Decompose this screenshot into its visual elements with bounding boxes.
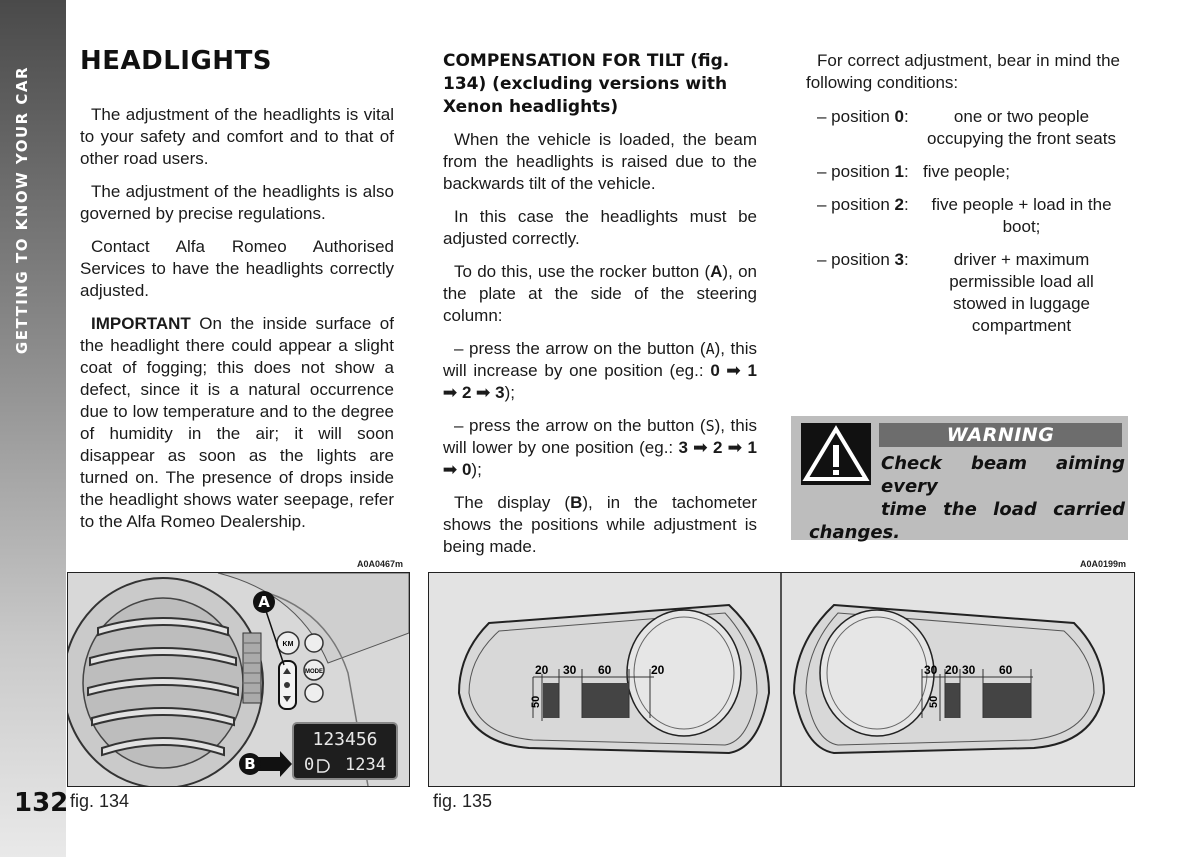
position-description: one or two people occupying the front seats [926, 107, 1116, 148]
figure-caption: fig. 134 [70, 791, 130, 811]
label-b: B [244, 755, 256, 773]
display-odometer: 123456 [312, 729, 378, 750]
column-compensation [443, 50, 757, 569]
paragraph: Contact Alfa Romeo Authorised Services to have the headlights correctly adjusted. [80, 237, 394, 300]
position-number: 1 [894, 162, 904, 181]
dim-label: 30 [924, 663, 938, 677]
figure-code: A0A0199m [1080, 559, 1127, 569]
warning-line: Check beam aiming every [881, 453, 1125, 497]
paragraph: For correct adjustment, bear in mind the following conditions: [806, 51, 1120, 92]
label-a: A [258, 593, 270, 611]
warning-box [791, 416, 1128, 543]
dim-label: 60 [598, 663, 612, 677]
dim-label: 30 [563, 663, 577, 677]
text: – position [817, 162, 895, 181]
text: ), in the tachometer shows the positions while adjustment is being made. [443, 493, 757, 556]
button-ref: A [705, 340, 715, 358]
text: ); [471, 460, 482, 479]
button-ref: S [705, 417, 715, 435]
position-sequence: 0 ➟ 1 ➟ 2 ➟ 3 [443, 361, 757, 402]
paragraph [443, 415, 757, 481]
page-number: 132 [14, 788, 69, 818]
text: To do this, use the rocker button ( [454, 262, 711, 281]
text: – press the arrow on the button ( [454, 339, 706, 358]
text: ); [504, 383, 515, 402]
button-ref-a: A [710, 262, 723, 281]
dim-label: 20 [535, 663, 549, 677]
position-description: five people; [923, 162, 1010, 181]
figure-code: A0A0467m [357, 559, 404, 569]
position-item [806, 249, 1120, 337]
position-label: – position 1: [817, 162, 909, 181]
text: ), this will lower by one position (eg.: [443, 416, 757, 457]
dim-label: 20 [945, 663, 959, 677]
km-button-label: KM [282, 641, 294, 648]
dim-label: 30 [962, 663, 976, 677]
warning-line: time the load carried [881, 499, 1125, 520]
paragraph [443, 338, 757, 404]
position-number: 3 [894, 250, 904, 269]
page-title: HEADLIGHTS [80, 46, 273, 76]
text: – position [817, 195, 895, 214]
position-number: 0 [894, 107, 904, 126]
warning-line: changes. [809, 522, 901, 543]
important-text: On the inside surface of the headlight there could appear a slight coat of fogging; this does not show a defect, since it is a natural occurrence due to low temperature and to the degree of humidity in the air; it will soon disappear as soon as the lights are turned on. The presence of drops inside the headlight shows water seepage, refer to the Alfa Romeo Dealership. [80, 314, 394, 531]
display-ref-b: B [570, 493, 583, 512]
paragraph: In this case the headlights must be adjusted correctly. [443, 207, 757, 248]
position-item [806, 161, 1120, 183]
important-paragraph [80, 313, 394, 533]
text: – press the arrow on the button ( [454, 416, 706, 435]
paragraph [443, 492, 757, 558]
headlight-left-diagram [459, 605, 769, 753]
dim-label: 60 [999, 663, 1013, 677]
text: – position [817, 250, 895, 269]
column-headlights [80, 46, 394, 544]
dim-label-vertical: 50 [928, 695, 940, 708]
position-item [806, 194, 1120, 238]
position-item [806, 106, 1120, 150]
warning-text [809, 452, 1125, 544]
section-title: GETTING TO KNOW YOUR CAR [13, 65, 31, 355]
position-sequence: 3 ➟ 2 ➟ 1 ➟ 0 [443, 438, 757, 479]
paragraph: The adjustment of the headlights is vital to your safety and comfort and to that of other road users. [80, 105, 394, 168]
position-label: – position 0: [817, 107, 909, 126]
figure-135 [428, 572, 1135, 787]
paragraph [443, 261, 757, 327]
figure-caption: fig. 135 [433, 791, 493, 811]
section-heading: COMPENSATION FOR TILT (fig. 134) (excluding versions with Xenon headlights) [443, 51, 730, 117]
text: The display ( [454, 493, 571, 512]
text: – position [817, 107, 895, 126]
text: ), this will increase by one position (eg.: [443, 339, 757, 380]
paragraph: When the vehicle is loaded, the beam from the headlights is raised due to the backwards tilt of the vehicle. [443, 130, 757, 193]
display-trip: 1234 [345, 755, 386, 775]
mode-button-label: MODE [305, 669, 323, 675]
text: ), on the plate at the side of the steering column: [443, 262, 757, 325]
warning-title: WARNING [879, 423, 1122, 447]
headlight-beam-diagrams [429, 573, 1134, 786]
sidebar [0, 0, 69, 857]
important-label: IMPORTANT [91, 314, 191, 333]
column-conditions [806, 50, 1120, 348]
position-number: 2 [894, 195, 904, 214]
position-label: – position 2: [817, 195, 909, 214]
display-position: 0 [304, 755, 315, 775]
position-label: – position 3: [817, 250, 909, 269]
dim-label-vertical: 50 [530, 695, 542, 708]
dim-label: 20 [651, 663, 665, 677]
position-description: five people + load in the boot; [931, 195, 1112, 236]
position-description: driver + maximum permissible load all stowed in luggage compartment [949, 250, 1094, 335]
headlight-right-diagram [794, 605, 1104, 753]
figure-134 [67, 572, 410, 787]
steering-column-illustration [68, 573, 409, 786]
paragraph: The adjustment of the headlights is also governed by precise regulations. [80, 182, 394, 223]
